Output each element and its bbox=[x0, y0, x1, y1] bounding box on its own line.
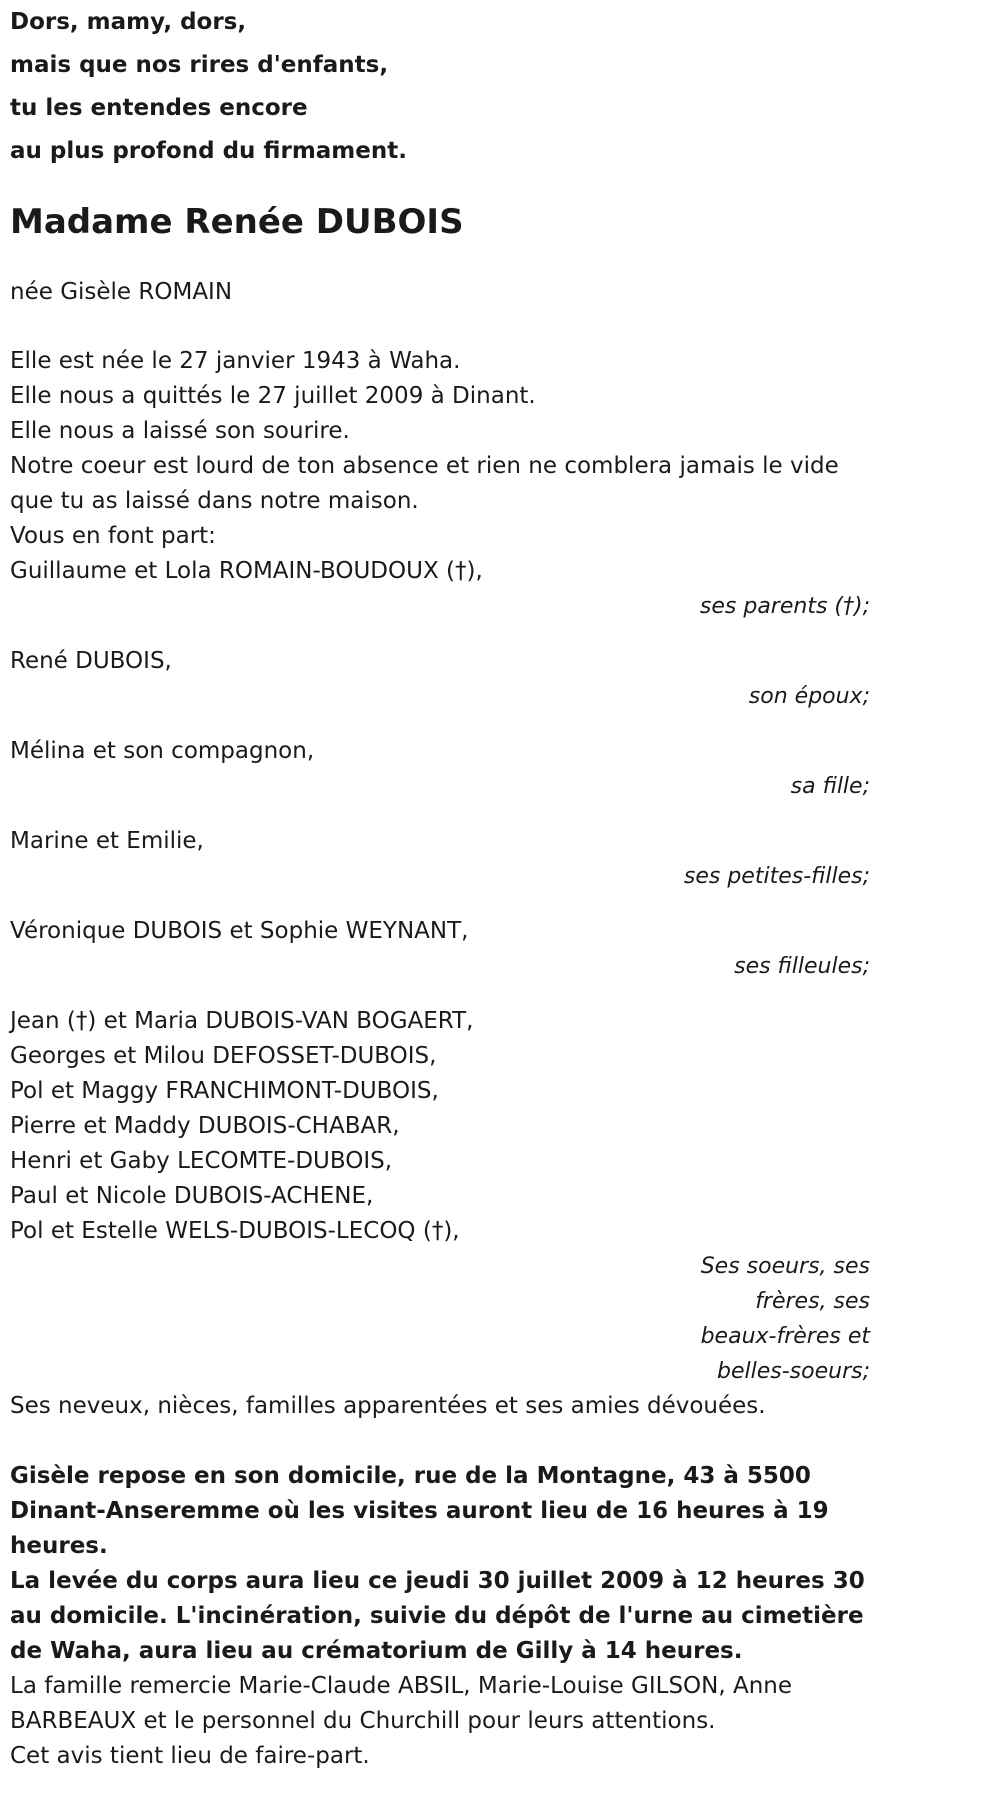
family-entry-spouse bbox=[10, 644, 870, 714]
family-entry-goddaughters bbox=[10, 914, 870, 984]
thanks-line: La famille remercie Marie-Claude ABSIL, Marie-Louise GILSON, Anne BARBEAUX et le personnel du Churchill pour leurs attentions. bbox=[10, 1673, 793, 1734]
poem-line-1: Dors, mamy, dors, bbox=[10, 9, 247, 35]
sibling-names: Pol et Estelle WELS-DUBOIS-LECOQ (†), bbox=[10, 1218, 460, 1244]
funeral-arrangements bbox=[10, 1459, 870, 1669]
sibling-names: Paul et Nicole DUBOIS-ACHENE, bbox=[10, 1183, 374, 1209]
poem-line-4: au plus profond du firmament. bbox=[10, 138, 407, 164]
sibling-names: Henri et Gaby LECOMTE-DUBOIS, bbox=[10, 1148, 393, 1174]
family-names: René DUBOIS, bbox=[10, 648, 172, 674]
sibling-names: Georges et Milou DEFOSSET-DUBOIS, bbox=[10, 1043, 437, 1069]
family-entry-daughter bbox=[10, 734, 870, 804]
family-role: ses petites-filles; bbox=[683, 864, 870, 889]
announcement-line: Vous en font part: bbox=[10, 523, 216, 549]
visitation-line: Gisèle repose en son domicile, rue de la Montagne, 43 à 5500 Dinant-Anseremme où les visites auront lieu de 16 heures à 19 heures. bbox=[10, 1463, 829, 1559]
poem-line-3: tu les entendes encore bbox=[10, 95, 308, 121]
notice-body bbox=[10, 344, 870, 1774]
siblings-role: Ses soeurs, ses frères, ses beaux-frères et belles-soeurs; bbox=[700, 1254, 870, 1384]
smile-line: Elle nous a laissé son sourire. bbox=[10, 418, 350, 444]
relatives-line: Ses neveux, nièces, familles apparentées et ses amies dévouées. bbox=[10, 1393, 766, 1419]
sibling-names: Jean (†) et Maria DUBOIS-VAN BOGAERT, bbox=[10, 1008, 474, 1034]
family-names: Guillaume et Lola ROMAIN-BOUDOUX (†), bbox=[10, 558, 483, 584]
siblings-group bbox=[10, 1004, 870, 1389]
family-role: ses filleules; bbox=[734, 954, 870, 979]
family-role: ses parents (†); bbox=[699, 594, 870, 619]
family-entry-parents bbox=[10, 554, 870, 624]
family-names: Marine et Emilie, bbox=[10, 828, 204, 854]
family-names: Véronique DUBOIS et Sophie WEYNANT, bbox=[10, 918, 469, 944]
sibling-names: Pol et Maggy FRANCHIMONT-DUBOIS, bbox=[10, 1078, 439, 1104]
heart-line: Notre coeur est lourd de ton absence et rien ne comblera jamais le vide que tu as laissé dans notre maison. bbox=[10, 453, 839, 514]
obituary-notice bbox=[10, 0, 870, 1774]
family-names: Mélina et son compagnon, bbox=[10, 738, 315, 764]
deceased-name: Madame Renée DUBOIS bbox=[10, 202, 464, 242]
birth-line: Elle est née le 27 janvier 1943 à Waha. bbox=[10, 348, 461, 374]
maiden-name: née Gisèle ROMAIN bbox=[10, 279, 233, 305]
family-role: sa fille; bbox=[790, 774, 870, 799]
death-line: Elle nous a quittés le 27 juillet 2009 à Dinant. bbox=[10, 383, 536, 409]
poem bbox=[10, 0, 870, 173]
sibling-names: Pierre et Maddy DUBOIS-CHABAR, bbox=[10, 1113, 400, 1139]
poem-line-2: mais que nos rires d'enfants, bbox=[10, 52, 389, 78]
family-role: son époux; bbox=[748, 684, 870, 709]
closing-line: Cet avis tient lieu de faire-part. bbox=[10, 1743, 370, 1769]
ceremony-line: La levée du corps aura lieu ce jeudi 30 juillet 2009 à 12 heures 30 au domicile. L'incinération, suivie du dépôt de l'urne au cimetière de Waha, aura lieu au crématorium de Gilly à 14 heures. bbox=[10, 1568, 865, 1664]
family-entry-granddaughters bbox=[10, 824, 870, 894]
